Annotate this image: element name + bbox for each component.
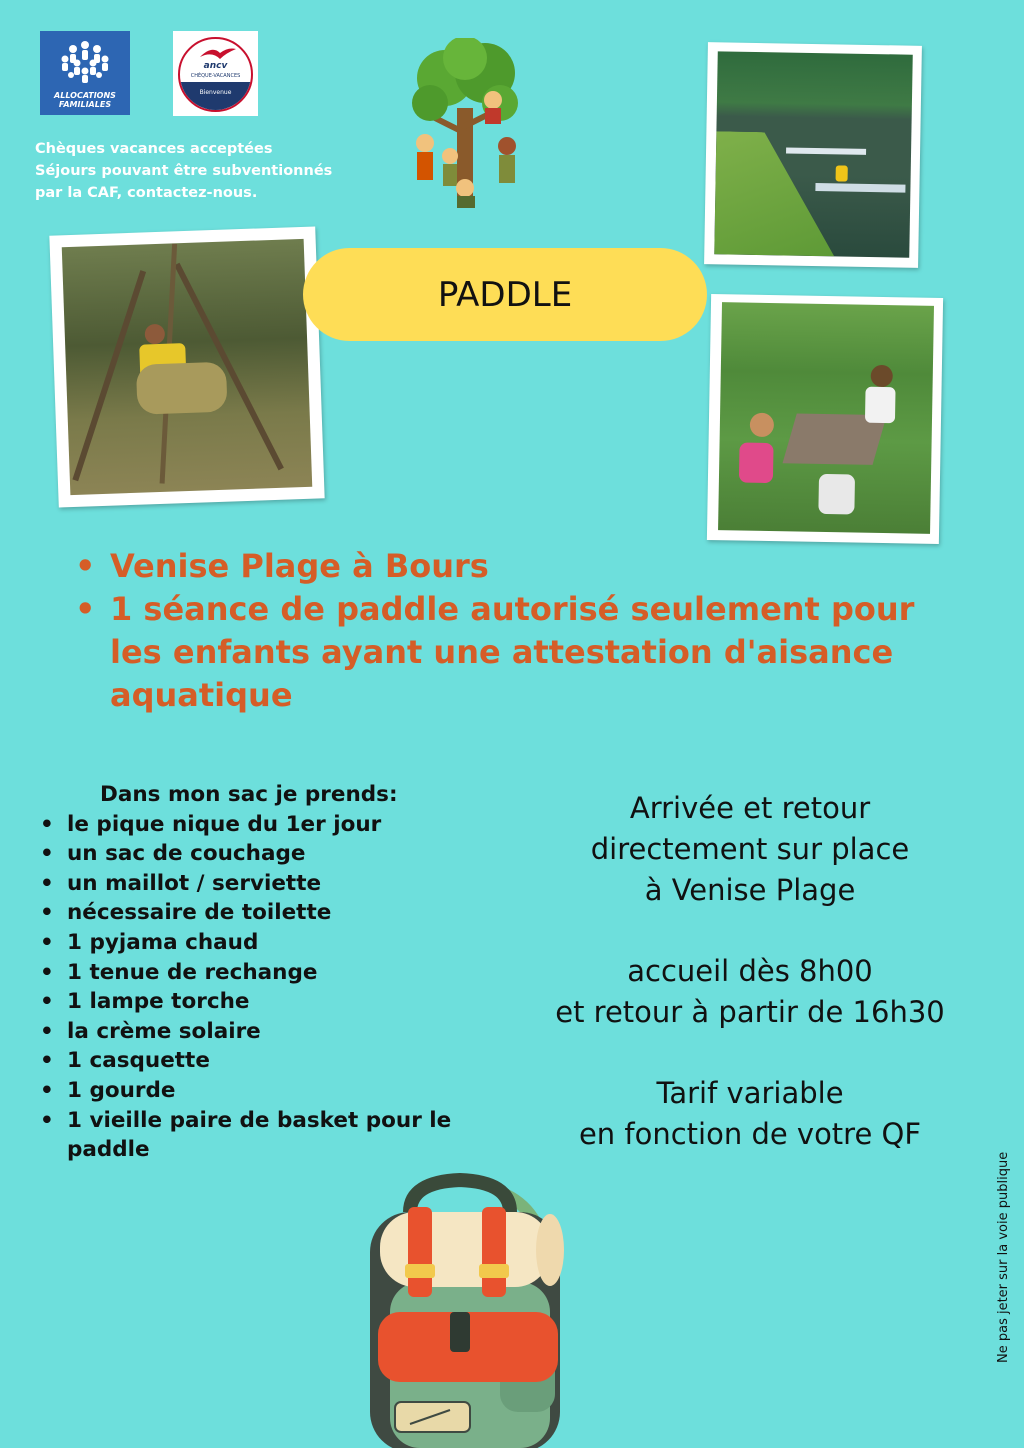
list-item: • 1 lampe torche [40, 987, 510, 1017]
caf-people-icon [55, 39, 115, 87]
arrival-info [520, 788, 980, 911]
cheques-line: Chèques vacances acceptées [35, 141, 273, 157]
photo-forest-hut [49, 226, 324, 507]
info-line: et retour à partir de 16h30 [555, 995, 945, 1029]
ancv-logo [173, 31, 258, 116]
photo-picnic [707, 294, 943, 544]
photo-paddle-lake [704, 42, 922, 268]
ancv-name: ancv [203, 61, 228, 71]
title-pill: PADDLE [303, 248, 707, 341]
list-item: • nécessaire de toilette [40, 898, 510, 928]
info-line: à Venise Plage [644, 873, 856, 907]
bag-list-title: Dans mon sac je prends: [100, 782, 398, 807]
list-item: • 1 casquette [40, 1046, 510, 1076]
highlight-item: • Venise Plage à Bours [75, 545, 975, 588]
list-item: • 1 vieille paire de basket pour le paddle [40, 1106, 510, 1165]
info-line: accueil dès 8h00 [627, 954, 873, 988]
list-item: • la crème solaire [40, 1017, 510, 1047]
list-item: • le pique nique du 1er jour [40, 810, 510, 840]
cheques-line: Séjours pouvant être subventionnés [35, 163, 333, 179]
highlights [75, 545, 975, 717]
caf-logo [40, 31, 130, 115]
price-info [520, 1073, 980, 1155]
highlight-item: • 1 séance de paddle autorisé seulement pour les enfants ayant une attestation d'aisance aquatique [75, 588, 975, 717]
kids-tree-illustration [405, 38, 530, 210]
list-item: • 1 pyjama chaud [40, 928, 510, 958]
list-item: • 1 tenue de rechange [40, 958, 510, 988]
ancv-band: Bienvenue [180, 82, 251, 110]
info-line: en fonction de votre QF [578, 1117, 922, 1151]
ancv-sub: CHÈQUE-VACANCES [190, 73, 241, 79]
list-item: • un maillot / serviette [40, 869, 510, 899]
info-block [520, 788, 980, 1195]
footer-note-text: Ne pas jeter sur la voie publique [996, 1151, 1011, 1363]
info-line: Arrivée et retour [629, 791, 871, 825]
info-line: Tarif variable [656, 1076, 844, 1110]
bag-list [40, 780, 510, 1165]
caf-logo-text: ALLOCATIONS FAMILIALES [54, 91, 116, 109]
info-line: directement sur place [590, 832, 910, 866]
backpack-illustration [350, 1172, 580, 1448]
cheques-info [35, 138, 332, 204]
bird-icon [198, 45, 238, 61]
list-item: • un sac de couchage [40, 839, 510, 869]
footer-note [996, 1118, 1016, 1363]
list-item: • 1 gourde [40, 1076, 510, 1106]
cheques-line: par la CAF, contactez-nous. [35, 185, 258, 201]
hours-info [520, 951, 980, 1033]
